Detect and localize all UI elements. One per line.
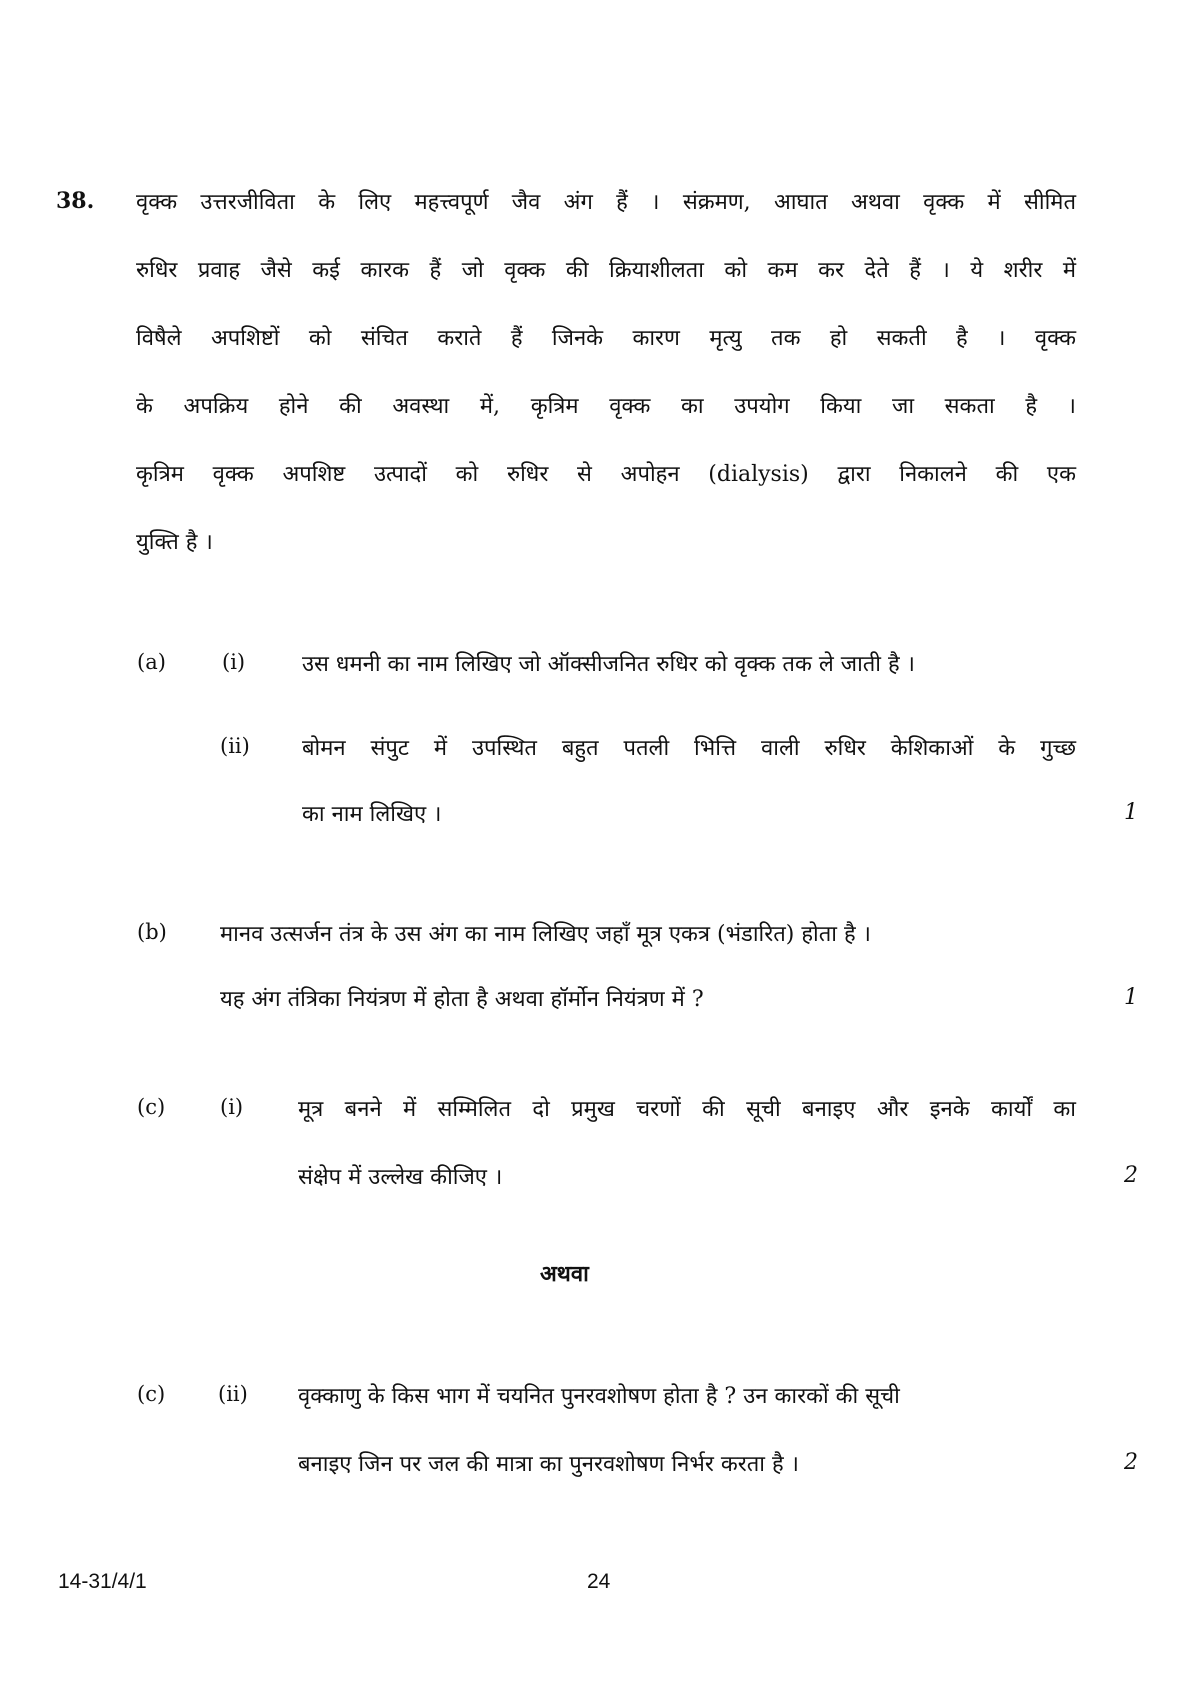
part-c-i-text: संक्षेप में उल्लेख कीजिए । [298,1165,503,1190]
part-a-label: (a) [137,650,166,674]
part-b-text: मानव उत्सर्जन तंत्र के उस अंग का नाम लिखिए जहाँ मूत्र एकत्र (भंडारित) होता है । [220,922,871,947]
paper-code: 14-31/4/1 [58,1570,147,1593]
part-b-text: यह अंग तंत्रिका नियंत्रण में होता है अथवा हॉर्मोन नियंत्रण में ? [220,987,704,1012]
marks-c-i: 2 [1124,1163,1138,1188]
part-a-ii-text: बोमन संपुट में उपस्थित बहुत पतली भित्ति वाली रुधिर केशिकाओं के गुच्छ [302,736,1076,761]
part-c-ii-text: बनाइए जिन पर जल की मात्रा का पुनरवशोषण निर्भर करता है । [298,1452,799,1477]
or-separator: अथवा [540,1261,589,1287]
intro-line: कृत्रिम वृक्क अपशिष्ट उत्पादों को रुधिर से अपोहन (dialysis) द्वारा निकालने की एक [136,462,1076,487]
part-a-i-label: (i) [222,650,246,674]
page-number: 24 [587,1570,611,1593]
part-c-ii-text: वृक्काणु के किस भाग में चयनित पुनरवशोषण होता है ? उन कारकों की सूची [298,1384,900,1409]
part-c-i-text: मूत्र बनने में सम्मिलित दो प्रमुख चरणों की सूची बनाइए और इनके कार्यों का [298,1097,1076,1122]
part-c-i-label: (i) [220,1095,244,1119]
part-c-label: (c) [137,1095,166,1119]
part-b-label: (b) [137,920,167,944]
intro-line: रुधिर प्रवाह जैसे कई कारक हैं जो वृक्क की क्रियाशीलता को कम कर देते हैं । ये शरीर में [136,258,1076,283]
part-a-ii-text: का नाम लिखिए । [302,802,442,827]
marks-a: 1 [1124,800,1138,825]
question-number: 38. [56,188,95,214]
part-a-i-text: उस धमनी का नाम लिखिए जो ऑक्सीजनित रुधिर को वृक्क तक ले जाती है । [302,652,916,677]
intro-line: वृक्क उत्तरजीविता के लिए महत्त्वपूर्ण जैव अंग हैं । संक्रमण, आघात अथवा वृक्क में सीमित [136,190,1076,215]
intro-line: युक्ति है । [136,530,213,555]
part-c-label: (c) [137,1382,166,1406]
marks-c-ii: 2 [1124,1450,1138,1475]
intro-line: विषैले अपशिष्टों को संचित कराते हैं जिनके कारण मृत्यु तक हो सकती है । वृक्क [136,326,1076,351]
part-a-ii-label: (ii) [220,734,250,758]
intro-line: के अपक्रिय होने की अवस्था में, कृत्रिम वृक्क का उपयोग किया जा सकता है । [136,394,1076,419]
marks-b: 1 [1124,985,1138,1010]
part-c-ii-label: (ii) [218,1382,248,1406]
